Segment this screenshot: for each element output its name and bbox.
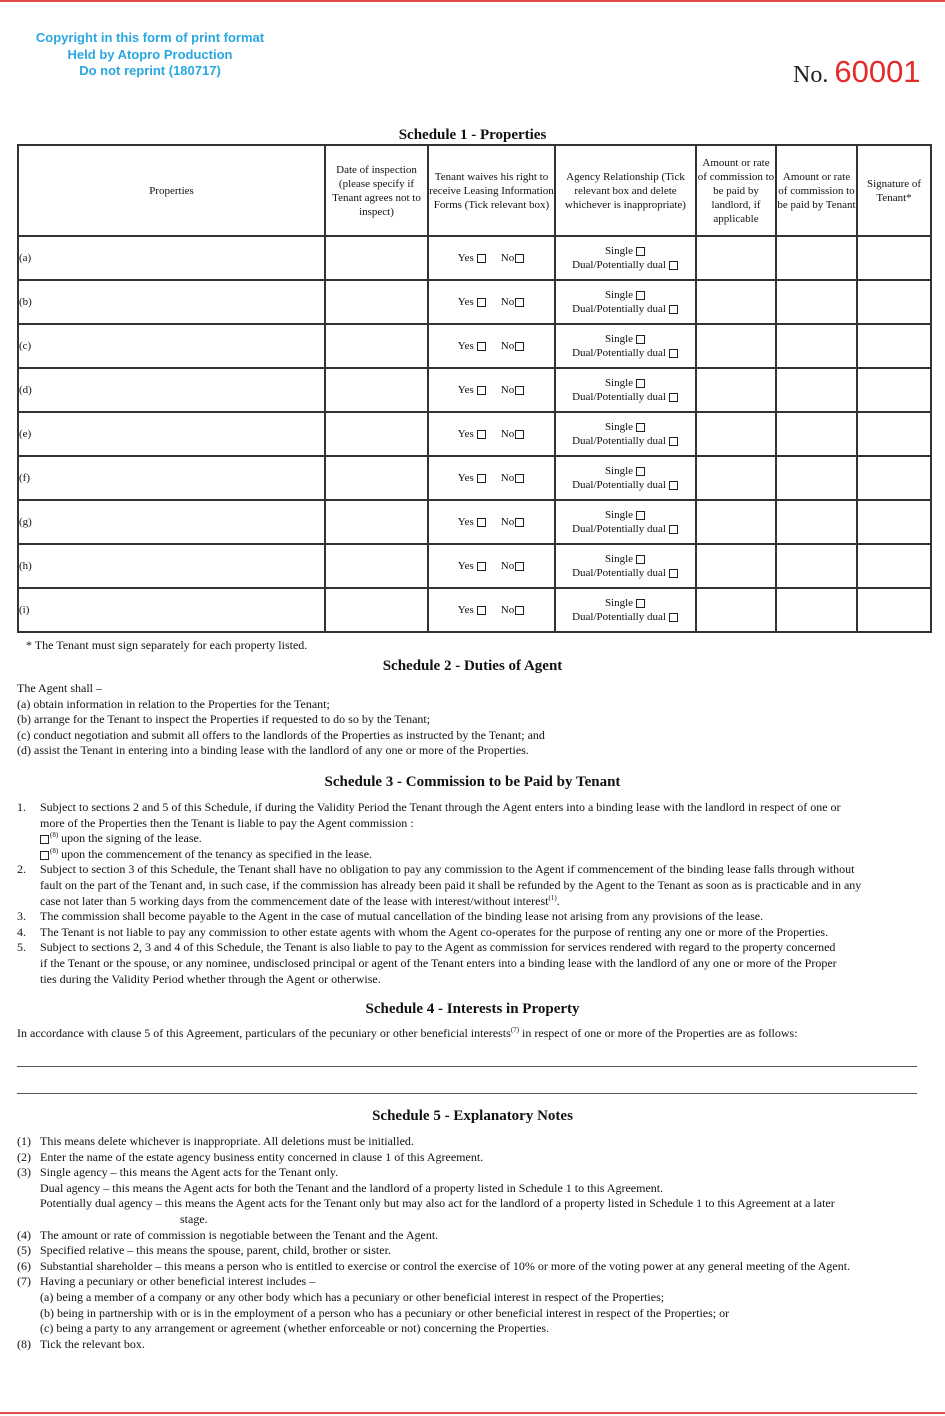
list-item: (6) Substantial shareholder – this means a person who is entitled to exercise or control the exercise of 10% or more of the voting power at any general meeting of the Agent. — [17, 1259, 932, 1275]
no-checkbox[interactable] — [515, 342, 524, 351]
commission-landlord-cell[interactable] — [696, 500, 776, 544]
date-of-inspection-cell[interactable] — [325, 456, 428, 500]
interest-entry-line[interactable] — [17, 1066, 917, 1067]
signature-cell[interactable] — [857, 324, 931, 368]
single-option[interactable] — [556, 288, 695, 302]
no-option[interactable] — [501, 516, 525, 528]
list-item: (a) obtain information in relation to the Properties for the Tenant; — [17, 696, 330, 711]
single-label: Single — [604, 421, 634, 433]
list-item: (5) Specified relative – this means the spouse, parent, child, brother or sister. — [17, 1243, 932, 1259]
yes-label: Yes — [457, 428, 474, 440]
no-label: No — [500, 472, 515, 484]
row-label: (d) — [18, 368, 325, 412]
single-checkbox[interactable] — [636, 247, 645, 256]
waiver-cell — [428, 280, 555, 324]
schedule4-text: In accordance with clause 5 of this Agreement, particulars of the pecuniary or other beneficial interests$^{(7)}$ in respect of one or more of the Properties are as follows: — [17, 1026, 798, 1040]
commission-landlord-cell[interactable] — [696, 544, 776, 588]
dual-label: Dual/Potentially dual — [572, 567, 666, 579]
waiver-cell — [428, 368, 555, 412]
list-item: (7) Having a pecuniary or other beneficial interest includes – (a) being a member of a company or any other body which has a pecuniary or other beneficial interest in respect of the Properties; (b) being in partnership with or is in the employment of a person who has a pecuniary or other beneficial interest in respect of the Properties; or (c) being a party to any arrangement or agreement (whether enforceable or not) concerning the Properties. — [17, 1274, 932, 1336]
table-row — [18, 500, 931, 544]
date-of-inspection-cell[interactable] — [325, 500, 428, 544]
commission-tenant-cell[interactable] — [776, 368, 857, 412]
commission-landlord-cell[interactable] — [696, 588, 776, 632]
agency-cell — [555, 500, 696, 544]
yes-option[interactable] — [458, 560, 487, 572]
no-option[interactable] — [501, 296, 525, 308]
no-label: No — [500, 340, 515, 352]
bottom-rule — [0, 1412, 945, 1414]
agency-cell — [555, 236, 696, 280]
schedule5-list — [17, 1134, 932, 1352]
schedule2-title: Schedule 2 - Duties of Agent — [382, 658, 563, 674]
row-label: (e) — [18, 412, 325, 456]
commission-tenant-cell[interactable] — [776, 588, 857, 632]
dual-label: Dual/Potentially dual — [572, 303, 666, 315]
signature-cell[interactable] — [857, 236, 931, 280]
yes-checkbox[interactable] — [477, 342, 486, 351]
commission-tenant-cell[interactable] — [776, 280, 857, 324]
yes-checkbox[interactable] — [477, 298, 486, 307]
item-line: ties during the Validity Period whether through the Agent or otherwise. — [40, 971, 381, 986]
commission-landlord-cell[interactable] — [696, 280, 776, 324]
single-label: Single — [604, 245, 634, 257]
copyright-line: Do not reprint (180717) — [79, 63, 221, 78]
date-of-inspection-cell[interactable] — [325, 368, 428, 412]
commission-tenant-cell[interactable] — [776, 456, 857, 500]
list-item: 1. Subject to sections 2 and 5 of this Schedule, if during the Validity Period the Tenant through the Agent enters into a binding lease with the landlord in respect of one or more of the Properties then the Tenant is liable to pay the Agent commission : $^{(8)}$ upon the signing of the lease. $^{(8)}$ upon the commencement of the tenancy as specified in the lease. — [17, 800, 932, 862]
single-checkbox[interactable] — [636, 599, 645, 608]
single-checkbox[interactable] — [636, 423, 645, 432]
waiver-cell — [428, 456, 555, 500]
row-label: (g) — [18, 500, 325, 544]
table-row — [18, 412, 931, 456]
no-option[interactable] — [501, 252, 525, 264]
dual-checkbox[interactable] — [669, 569, 678, 578]
single-option[interactable] — [556, 420, 695, 434]
no-checkbox[interactable] — [515, 474, 524, 483]
no-label: No — [500, 384, 515, 396]
row-label: (a) — [18, 236, 325, 280]
dual-option[interactable] — [556, 258, 695, 272]
agency-cell — [555, 412, 696, 456]
no-checkbox[interactable] — [515, 430, 524, 439]
list-item: (3) Single agency – this means the Agent acts for the Tenant only. Dual agency – this means the Agent acts for both the Tenant and the landlord of a property listed in Schedule 1 to this Agreement. Potentially dual agency – this means the Agent acts for the Tenant only but may also act for the landlord of a property listed in Schedule 1 to this Agreement at a later stage. — [17, 1165, 932, 1227]
copyright-line: Copyright in this form of print format — [35, 30, 265, 45]
single-option[interactable] — [556, 332, 695, 346]
dual-checkbox[interactable] — [669, 261, 678, 270]
option-label: upon the commencement of the tenancy as specified in the lease. — [61, 846, 373, 861]
commission-tenant-cell[interactable] — [776, 412, 857, 456]
yes-checkbox[interactable] — [477, 386, 486, 395]
waiver-cell — [428, 412, 555, 456]
list-item: (c) conduct negotiation and submit all offers to the landlords of the Properties as instructed by the Tenant; and — [17, 727, 545, 742]
waiver-cell — [428, 588, 555, 632]
note-text: (c) being a party to any arrangement or agreement (whether enforceable or not) concerning the Properties. — [40, 1321, 550, 1336]
no-option[interactable] — [501, 472, 525, 484]
single-label: Single — [604, 333, 634, 345]
yes-option[interactable] — [458, 428, 487, 440]
document-number — [793, 54, 921, 90]
dual-option[interactable] — [556, 346, 695, 360]
signature-cell[interactable] — [857, 412, 931, 456]
signature-cell[interactable] — [857, 500, 931, 544]
dual-label: Dual/Potentially dual — [572, 347, 666, 359]
option-commencement[interactable]: $^{(8)}$ upon the commencement of the tenancy as specified in the lease. — [40, 847, 932, 863]
single-label: Single — [604, 597, 634, 609]
item-line: Subject to sections 2, 3 and 4 of this Schedule, the Tenant is also liable to pay to the Agent as commission for services rendered with regard to the property concerned — [40, 940, 836, 955]
agency-cell — [555, 544, 696, 588]
note-text: Having a pecuniary or other beneficial interest includes – — [40, 1274, 316, 1289]
option-label: upon the signing of the lease. — [61, 831, 202, 846]
item-line: more of the Properties then the Tenant is liable to pay the Agent commission : — [40, 815, 414, 830]
schedule4-text-b: in respect of one or more of the Properties are as follows: — [518, 1026, 798, 1040]
date-of-inspection-cell[interactable] — [325, 236, 428, 280]
list-item: (d) assist the Tenant in entering into a binding lease with the landlord of any one or more of the Properties. — [17, 743, 529, 758]
interest-entry-line[interactable] — [17, 1093, 917, 1094]
note-text: Enter the name of the estate agency business entity concerned in clause 1 of this Agreement. — [40, 1149, 484, 1164]
note-text: (a) being a member of a company or any other body which has a pecuniary or other beneficial interest in respect of the Properties; — [40, 1289, 665, 1304]
signature-cell[interactable] — [857, 588, 931, 632]
table-row — [18, 368, 931, 412]
table-row — [18, 588, 931, 632]
col-date-of-inspection: Date of inspection (please specify if Tenant agrees not to inspect) — [325, 145, 428, 236]
dual-checkbox[interactable] — [669, 525, 678, 534]
col-agency-relationship: Agency Relationship (Tick relevant box and delete whichever is inappropriate) — [555, 145, 696, 236]
commission-landlord-cell[interactable] — [696, 236, 776, 280]
note-text: (b) being in partnership with or is in the employment of a person who has a pecuniary or other beneficial interest in respect of the Properties; or — [40, 1305, 730, 1320]
no-label: No — [500, 604, 515, 616]
agency-cell — [555, 324, 696, 368]
dual-label: Dual/Potentially dual — [572, 611, 666, 623]
single-checkbox[interactable] — [636, 291, 645, 300]
commission-tenant-cell[interactable] — [776, 324, 857, 368]
single-option[interactable] — [556, 464, 695, 478]
date-of-inspection-cell[interactable] — [325, 544, 428, 588]
yes-label: Yes — [457, 340, 474, 352]
dual-label: Dual/Potentially dual — [572, 259, 666, 271]
yes-option[interactable] — [458, 252, 487, 264]
commission-landlord-cell[interactable] — [696, 412, 776, 456]
note-text: Single agency – this means the Agent acts for the Tenant only. — [40, 1165, 339, 1180]
number-value: 60001 — [834, 54, 921, 89]
no-label: No — [500, 428, 515, 440]
agency-cell — [555, 368, 696, 412]
waiver-cell — [428, 236, 555, 280]
dual-option[interactable] — [556, 434, 695, 448]
single-option[interactable] — [556, 508, 695, 522]
item-line: case not later than 5 working days from the commencement date of the lease with interest/without interest$^{(1)}$. — [40, 893, 560, 908]
schedule4-title: Schedule 4 - Interests in Property — [365, 1001, 580, 1017]
no-option[interactable] — [501, 340, 525, 352]
note-text: stage. — [180, 1211, 208, 1226]
yes-option[interactable] — [458, 604, 487, 616]
single-option[interactable] — [556, 244, 695, 258]
signature-cell[interactable] — [857, 280, 931, 324]
single-label: Single — [604, 465, 634, 477]
checkbox[interactable] — [40, 835, 49, 844]
yes-option[interactable] — [458, 472, 487, 484]
yes-checkbox[interactable] — [477, 254, 486, 263]
yes-label: Yes — [457, 384, 474, 396]
copyright-line: Held by Atopro Production — [67, 46, 233, 62]
row-label: (h) — [18, 544, 325, 588]
list-item: 5. Subject to sections 2, 3 and 4 of this Schedule, the Tenant is also liable to pay to the Agent as commission for services rendered with regard to the property concerned if the Tenant or the spouse, or any nominee, undisclosed principal or agent of the Tenant enters into a binding lease with the landlord of any one or more of the Proper ties during the Validity Period whether through the Agent or otherwise. — [17, 940, 932, 987]
table-row — [18, 456, 931, 500]
no-checkbox[interactable] — [515, 606, 524, 615]
note-text: Tick the relevant box. — [40, 1336, 145, 1351]
single-checkbox[interactable] — [636, 511, 645, 520]
note-text: Potentially dual agency – this means the Agent acts for the Tenant only but may also act for the landlord of a property listed in Schedule 1 to this Agreement at a later — [40, 1196, 835, 1211]
no-checkbox[interactable] — [515, 298, 524, 307]
dual-checkbox[interactable] — [669, 437, 678, 446]
date-of-inspection-cell[interactable] — [325, 588, 428, 632]
list-item: 3. The commission shall become payable to the Agent in the case of mutual cancellation of the binding lease not arising from any provisions of the lease. — [17, 909, 932, 925]
waiver-cell — [428, 324, 555, 368]
note-text: This means delete whichever is inappropriate. All deletions must be initialled. — [40, 1134, 414, 1148]
yes-checkbox[interactable] — [477, 518, 486, 527]
item-line: Subject to sections 2 and 5 of this Schedule, if during the Validity Period the Tenant through the Agent enters into a binding lease with the landlord in respect of one or — [40, 800, 841, 814]
no-checkbox[interactable] — [515, 386, 524, 395]
waiver-cell — [428, 500, 555, 544]
yes-label: Yes — [457, 252, 474, 264]
checkbox[interactable] — [40, 851, 49, 860]
item-line: The commission shall become payable to the Agent in the case of mutual cancellation of the binding lease not arising from any provisions of the lease. — [40, 909, 764, 924]
date-of-inspection-cell[interactable] — [325, 412, 428, 456]
yes-checkbox[interactable] — [477, 562, 486, 571]
properties-table — [17, 144, 932, 633]
no-option[interactable] — [501, 384, 525, 396]
no-checkbox[interactable] — [515, 562, 524, 571]
dual-label: Dual/Potentially dual — [572, 391, 666, 403]
single-checkbox[interactable] — [636, 379, 645, 388]
item-text: case not later than 5 working days from the commencement date of the lease with interest/without interest — [40, 893, 549, 908]
no-option[interactable] — [501, 560, 525, 572]
yes-label: Yes — [457, 560, 474, 572]
dual-option[interactable] — [556, 390, 695, 404]
yes-option[interactable] — [458, 384, 487, 396]
yes-option[interactable] — [458, 340, 487, 352]
list-item: (8) Tick the relevant box. — [17, 1337, 932, 1353]
yes-label: Yes — [457, 516, 474, 528]
item-line: fault on the part of the Tenant and, in such case, if the commission has already been paid it shall be refunded by the Agent to the Tenant as soon as is practicable and in any — [40, 877, 862, 892]
dual-label: Dual/Potentially dual — [572, 435, 666, 447]
schedule1-footnote: * The Tenant must sign separately for each property listed. — [26, 638, 308, 652]
no-checkbox[interactable] — [515, 254, 524, 263]
yes-checkbox[interactable] — [477, 430, 486, 439]
number-label: No. — [793, 62, 829, 88]
signature-cell[interactable] — [857, 544, 931, 588]
row-label: (i) — [18, 588, 325, 632]
list-item: (2) Enter the name of the estate agency business entity concerned in clause 1 of this Agreement. — [17, 1150, 932, 1166]
agency-cell — [555, 280, 696, 324]
yes-checkbox[interactable] — [477, 606, 486, 615]
list-item: (b) arrange for the Tenant to inspect the Properties if requested to do so by the Tenant; — [17, 712, 431, 727]
single-checkbox[interactable] — [636, 467, 645, 476]
no-option[interactable] — [501, 604, 525, 616]
agency-cell — [555, 456, 696, 500]
yes-option[interactable] — [458, 296, 487, 308]
yes-checkbox[interactable] — [477, 474, 486, 483]
table-row — [18, 544, 931, 588]
schedule2-intro: The Agent shall – — [17, 681, 102, 695]
row-label: (f) — [18, 456, 325, 500]
single-label: Single — [604, 377, 634, 389]
table-row — [18, 324, 931, 368]
list-item: (4) The amount or rate of commission is negotiable between the Tenant and the Agent. — [17, 1228, 932, 1244]
list-item: 4. The Tenant is not liable to pay any commission to other estate agents with whom the Agent co-operates for the purpose of renting any one or more of the Properties. — [17, 925, 932, 941]
no-label: No — [500, 560, 515, 572]
commission-tenant-cell[interactable] — [776, 236, 857, 280]
schedule2-body — [17, 681, 545, 759]
dual-option[interactable] — [556, 566, 695, 580]
commission-tenant-cell[interactable] — [776, 500, 857, 544]
top-rule — [0, 0, 945, 2]
yes-label: Yes — [457, 604, 474, 616]
schedule3-list — [17, 800, 932, 987]
dual-option[interactable] — [556, 522, 695, 536]
dual-checkbox[interactable] — [669, 613, 678, 622]
commission-tenant-cell[interactable] — [776, 544, 857, 588]
schedule3-title: Schedule 3 - Commission to be Paid by Tenant — [324, 774, 621, 790]
col-properties: Properties — [18, 145, 325, 236]
single-option[interactable] — [556, 552, 695, 566]
signature-cell[interactable] — [857, 456, 931, 500]
note-text: The amount or rate of commission is negotiable between the Tenant and the Agent. — [40, 1227, 439, 1242]
signature-cell[interactable] — [857, 368, 931, 412]
col-signature: Signature of Tenant* — [857, 145, 931, 236]
note-text: Substantial shareholder – this means a person who is entitled to exercise or control the exercise of 10% or more of the voting power at any general meeting of the Agent. — [40, 1258, 851, 1273]
dual-checkbox[interactable] — [669, 305, 678, 314]
dual-option[interactable] — [556, 478, 695, 492]
commission-landlord-cell[interactable] — [696, 456, 776, 500]
no-label: No — [500, 296, 515, 308]
list-item: (1) This means delete whichever is inappropriate. All deletions must be initialled. — [17, 1134, 932, 1150]
copyright-notice — [34, 30, 266, 80]
item-line: if the Tenant or the spouse, or any nominee, undisclosed principal or agent of the Tenant enters into a binding lease with the landlord of any one or more of the Proper — [40, 955, 837, 970]
yes-label: Yes — [457, 296, 474, 308]
row-label: (c) — [18, 324, 325, 368]
col-tenant-waives: Tenant waives his right to receive Leasing Information Forms (Tick relevant box) — [428, 145, 555, 236]
dual-checkbox[interactable] — [669, 481, 678, 490]
table-row — [18, 280, 931, 324]
single-label: Single — [604, 289, 634, 301]
no-checkbox[interactable] — [515, 518, 524, 527]
schedule5-title: Schedule 5 - Explanatory Notes — [372, 1108, 573, 1124]
single-option[interactable] — [556, 596, 695, 610]
yes-label: Yes — [457, 472, 474, 484]
note-text: Dual agency – this means the Agent acts for both the Tenant and the landlord of a property listed in Schedule 1 to this Agreement. — [40, 1180, 664, 1195]
waiver-cell — [428, 544, 555, 588]
single-label: Single — [604, 553, 634, 565]
col-commission-tenant: Amount or rate of commission to be paid by Tenant — [776, 145, 857, 236]
dual-option[interactable] — [556, 610, 695, 624]
col-commission-landlord: Amount or rate of commission to be paid by landlord, if applicable — [696, 145, 776, 236]
date-of-inspection-cell[interactable] — [325, 280, 428, 324]
dual-label: Dual/Potentially dual — [572, 479, 666, 491]
dual-label: Dual/Potentially dual — [572, 523, 666, 535]
agency-cell — [555, 588, 696, 632]
no-label: No — [500, 252, 515, 264]
dual-checkbox[interactable] — [669, 349, 678, 358]
date-of-inspection-cell[interactable] — [325, 324, 428, 368]
single-checkbox[interactable] — [636, 335, 645, 344]
no-option[interactable] — [501, 428, 525, 440]
item-line: The Tenant is not liable to pay any commission to other estate agents with whom the Agent co-operates for the purpose of renting any one or more of the Properties. — [40, 924, 829, 939]
single-checkbox[interactable] — [636, 555, 645, 564]
option-signing[interactable]: $^{(8)}$ upon the signing of the lease. — [40, 831, 932, 847]
table-row — [18, 236, 931, 280]
schedule1-title: Schedule 1 - Properties — [398, 127, 547, 143]
table-header-row — [18, 145, 931, 236]
commission-landlord-cell[interactable] — [696, 324, 776, 368]
no-label: No — [500, 516, 515, 528]
single-label: Single — [604, 509, 634, 521]
dual-option[interactable] — [556, 302, 695, 316]
dual-checkbox[interactable] — [669, 393, 678, 402]
commission-landlord-cell[interactable] — [696, 368, 776, 412]
row-label: (b) — [18, 280, 325, 324]
yes-option[interactable] — [458, 516, 487, 528]
item-line: Subject to section 3 of this Schedule, the Tenant shall have no obligation to pay any commission to the Agent if commencement of the binding lease falls through without — [40, 862, 855, 877]
schedule4-text-a: In accordance with clause 5 of this Agreement, particulars of the pecuniary or other beneficial interests — [17, 1026, 511, 1040]
note-text: Specified relative – this means the spouse, parent, child, brother or sister. — [40, 1243, 391, 1258]
single-option[interactable] — [556, 376, 695, 390]
list-item: 2. Subject to section 3 of this Schedule, the Tenant shall have no obligation to pay any commission to the Agent if commencement of the binding lease falls through without fault on the part of the Tenant and, in such case, if the commission has already been paid it shall be refunded by the Agent to the Tenant as soon as is practicable and in any case not later than 5 working days from the commencement date of the lease with interest/without interest$^{(1)}$. — [17, 862, 932, 909]
